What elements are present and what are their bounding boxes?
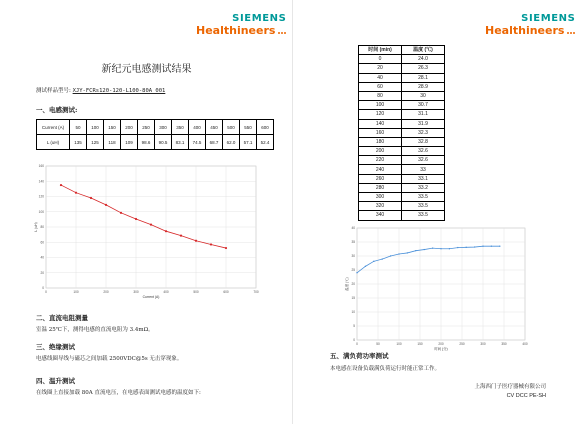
time-cell: 160 — [359, 128, 402, 137]
x-tick-label: 250 — [459, 342, 465, 346]
current-cell: 150 — [104, 120, 121, 135]
current-cell: 550 — [240, 120, 257, 135]
data-point — [365, 266, 366, 267]
time-cell: 240 — [359, 165, 402, 174]
section-heading-full-load: 五、满负荷功率测试 — [330, 352, 389, 360]
time-cell: 220 — [359, 156, 402, 165]
data-point — [120, 212, 122, 214]
y-tick-label: 10 — [351, 310, 355, 315]
table-row — [359, 101, 445, 110]
inductance-cell: 118 — [104, 135, 121, 150]
inductance-cell: 125 — [87, 135, 104, 150]
column-header-time: 时间 (min) — [359, 46, 402, 55]
time-cell: 140 — [359, 119, 402, 128]
temperature-cell: 33.5 — [402, 193, 445, 202]
data-point — [195, 240, 197, 242]
insulation-text: 电感线圈导线与磁芯之间加载 2500VDC@5s 无击穿现象。 — [36, 356, 183, 362]
inductance-cell: 83.1 — [172, 135, 189, 150]
table-header-row — [359, 46, 445, 55]
table-row — [359, 183, 445, 192]
time-cell: 260 — [359, 174, 402, 183]
current-cell: 500 — [223, 120, 240, 135]
data-point — [491, 246, 492, 247]
table-row — [359, 82, 445, 91]
y-tick-label: 20 — [40, 270, 44, 275]
inductance-cell: 68.7 — [206, 135, 223, 150]
table-row — [359, 119, 445, 128]
inductance-cell: 109 — [121, 135, 138, 150]
data-point — [105, 204, 107, 206]
table-row — [359, 91, 445, 100]
data-point — [499, 246, 500, 247]
company-name: 上海西门子医疗器械有限公司 — [474, 384, 546, 390]
y-tick-label: 120 — [38, 194, 44, 199]
table-row — [359, 73, 445, 82]
logo-dots-icon — [277, 25, 286, 36]
y-tick-label: 140 — [38, 179, 44, 184]
sample-model-line — [36, 86, 165, 94]
x-tick-label: 350 — [501, 342, 507, 346]
temperature-cell: 26.3 — [402, 64, 445, 73]
current-cell: 400 — [189, 120, 206, 135]
inductance-cell: 135 — [70, 135, 87, 150]
data-point — [424, 249, 425, 250]
y-tick-label: 0 — [353, 338, 355, 343]
y-tick-label: 5 — [353, 324, 355, 329]
x-tick-label: 500 — [193, 290, 199, 294]
x-tick-label: 100 — [396, 342, 402, 346]
x-tick-label: 200 — [103, 290, 109, 294]
y-tick-label: 35 — [351, 240, 355, 245]
temperature-cell: 31.1 — [402, 110, 445, 119]
current-cell: 100 — [87, 120, 104, 135]
current-cell: 250 — [138, 120, 155, 135]
y-tick-label: 100 — [38, 209, 44, 214]
temperature-cell: 33.2 — [402, 183, 445, 192]
column-header-temperature: 温度 (℃) — [402, 46, 445, 55]
inductance-cell: 57.1 — [240, 135, 257, 150]
model-value: XJY-FCRs120-120-L100-80A 001 — [72, 88, 166, 94]
inductance-cell: 62.0 — [223, 135, 240, 150]
data-point — [398, 253, 399, 254]
y-tick-label: 20 — [351, 282, 355, 287]
x-axis-label: 时间 (分) — [434, 347, 448, 351]
y-tick-label: 40 — [40, 255, 44, 260]
temperature-cell: 33 — [402, 165, 445, 174]
temperature-cell: 32.8 — [402, 137, 445, 146]
temperature-rise-text: 在线圈上直接加载 80A 直流电压，在电感表面测试电感的温度如下: — [36, 390, 201, 396]
section-heading-insulation: 三、绝缘测试 — [36, 343, 75, 351]
x-tick-label: 150 — [417, 342, 423, 346]
temperature-cell: 30.7 — [402, 101, 445, 110]
data-point — [457, 247, 458, 248]
time-cell: 120 — [359, 110, 402, 119]
table-row — [359, 193, 445, 202]
healthineers-wordmark: Healthineers — [196, 24, 276, 37]
current-cell: 450 — [206, 120, 223, 135]
table-row — [359, 147, 445, 156]
table-row — [359, 165, 445, 174]
data-point — [90, 197, 92, 199]
x-tick-label: 300 — [133, 290, 139, 294]
y-tick-label: 0 — [42, 286, 44, 291]
inductance-table — [36, 119, 274, 150]
siemens-wordmark: SIEMENS — [521, 13, 576, 24]
x-tick-label: 100 — [73, 290, 79, 294]
table-row — [359, 211, 445, 220]
x-tick-label: 200 — [438, 342, 444, 346]
x-tick-label: 0 — [356, 342, 358, 346]
time-cell: 60 — [359, 82, 402, 91]
data-point — [373, 261, 374, 262]
y-tick-label: 30 — [351, 254, 355, 259]
table-row — [359, 55, 445, 64]
siemens-healthineers-logo — [485, 14, 575, 36]
time-cell: 300 — [359, 193, 402, 202]
temperature-table — [358, 45, 445, 221]
table-row — [359, 137, 445, 146]
department-code: CV DCC PE-SH — [506, 393, 546, 399]
temperature-cell: 30 — [402, 91, 445, 100]
time-cell: 200 — [359, 147, 402, 156]
y-tick-label: 40 — [351, 226, 355, 231]
current-cell: 50 — [70, 120, 87, 135]
table-row — [359, 128, 445, 137]
x-tick-label: 400 — [163, 290, 169, 294]
data-point — [390, 255, 391, 256]
x-axis-label: Current (A) — [142, 295, 160, 299]
y-tick-label: 160 — [38, 164, 44, 169]
data-point — [210, 243, 212, 245]
table-row — [359, 110, 445, 119]
temperature-cell: 32.6 — [402, 156, 445, 165]
time-cell: 100 — [359, 101, 402, 110]
x-tick-label: 50 — [376, 342, 380, 346]
data-point — [440, 248, 441, 249]
table-row — [37, 135, 274, 150]
data-point — [135, 218, 137, 220]
time-cell: 40 — [359, 73, 402, 82]
table-row — [359, 64, 445, 73]
dc-resistance-text: 室温 25℃下，测得电感的直流电阻为 3.4mΩ。 — [36, 327, 154, 333]
current-cell: 600 — [257, 120, 274, 135]
data-point — [382, 258, 383, 259]
temperature-cell: 33.5 — [402, 211, 445, 220]
temperature-cell: 31.9 — [402, 119, 445, 128]
temperature-cell: 32.3 — [402, 128, 445, 137]
data-point — [225, 247, 227, 249]
model-label: 测试样品型号: — [36, 88, 71, 94]
inductance-cell: 90.5 — [155, 135, 172, 150]
table-row — [37, 120, 274, 135]
inductance-cell: 98.6 — [138, 135, 155, 150]
healthineers-wordmark: Healthineers — [485, 24, 565, 37]
section-heading-inductance: 一、电感测试: — [36, 106, 78, 114]
x-tick-label: 400 — [522, 342, 528, 346]
y-tick-label: 60 — [40, 240, 44, 245]
y-tick-label: 80 — [40, 225, 44, 230]
y-tick-label: 25 — [351, 268, 355, 273]
table-row — [359, 156, 445, 165]
data-point — [180, 235, 182, 237]
table-row-header: Current (A) — [37, 120, 70, 135]
data-point — [356, 272, 357, 273]
data-point — [165, 230, 167, 232]
data-point — [60, 184, 62, 186]
data-point — [432, 247, 433, 248]
temperature-cell: 32.6 — [402, 147, 445, 156]
table-row-header: L (uH) — [37, 135, 70, 150]
page-title: 新纪元电感测试结果 — [101, 64, 192, 75]
data-point — [75, 192, 77, 194]
siemens-wordmark: SIEMENS — [232, 13, 287, 24]
temperature-chart — [343, 222, 533, 352]
x-tick-label: 0 — [45, 290, 47, 294]
data-point — [415, 250, 416, 251]
data-point — [466, 247, 467, 248]
time-cell: 320 — [359, 202, 402, 211]
x-tick-label: 300 — [480, 342, 486, 346]
temperature-cell: 24.0 — [402, 55, 445, 64]
y-axis-label: L (uH) — [34, 222, 38, 232]
data-point — [407, 252, 408, 253]
time-cell: 80 — [359, 91, 402, 100]
table-row — [359, 202, 445, 211]
time-cell: 0 — [359, 55, 402, 64]
inductance-cell: 74.5 — [189, 135, 206, 150]
data-point — [474, 246, 475, 247]
table-row — [359, 174, 445, 183]
time-cell: 180 — [359, 137, 402, 146]
temperature-cell: 28.1 — [402, 73, 445, 82]
temperature-cell: 33.5 — [402, 202, 445, 211]
y-tick-label: 15 — [351, 296, 355, 301]
data-point — [150, 224, 152, 226]
inductance-chart — [32, 160, 262, 300]
logo-dots-icon — [566, 25, 575, 36]
data-point — [449, 248, 450, 249]
current-cell: 200 — [121, 120, 138, 135]
time-cell: 280 — [359, 183, 402, 192]
current-cell: 350 — [172, 120, 189, 135]
time-cell: 20 — [359, 64, 402, 73]
section-heading-dc-resistance: 二、直流电阻测量 — [36, 314, 88, 322]
siemens-healthineers-logo — [196, 14, 286, 36]
inductance-cell: 52.4 — [257, 135, 274, 150]
time-cell: 340 — [359, 211, 402, 220]
temperature-cell: 33.1 — [402, 174, 445, 183]
section-heading-temperature-rise: 四、温升测试 — [36, 377, 75, 385]
current-cell: 300 — [155, 120, 172, 135]
x-tick-label: 700 — [253, 290, 259, 294]
full-load-text: 本电感在设备负载满负荷运行时能正常工作。 — [330, 366, 441, 372]
x-tick-label: 600 — [223, 290, 229, 294]
temperature-cell: 28.9 — [402, 82, 445, 91]
y-axis-label: 温度 (℃) — [345, 277, 349, 291]
data-point — [482, 246, 483, 247]
